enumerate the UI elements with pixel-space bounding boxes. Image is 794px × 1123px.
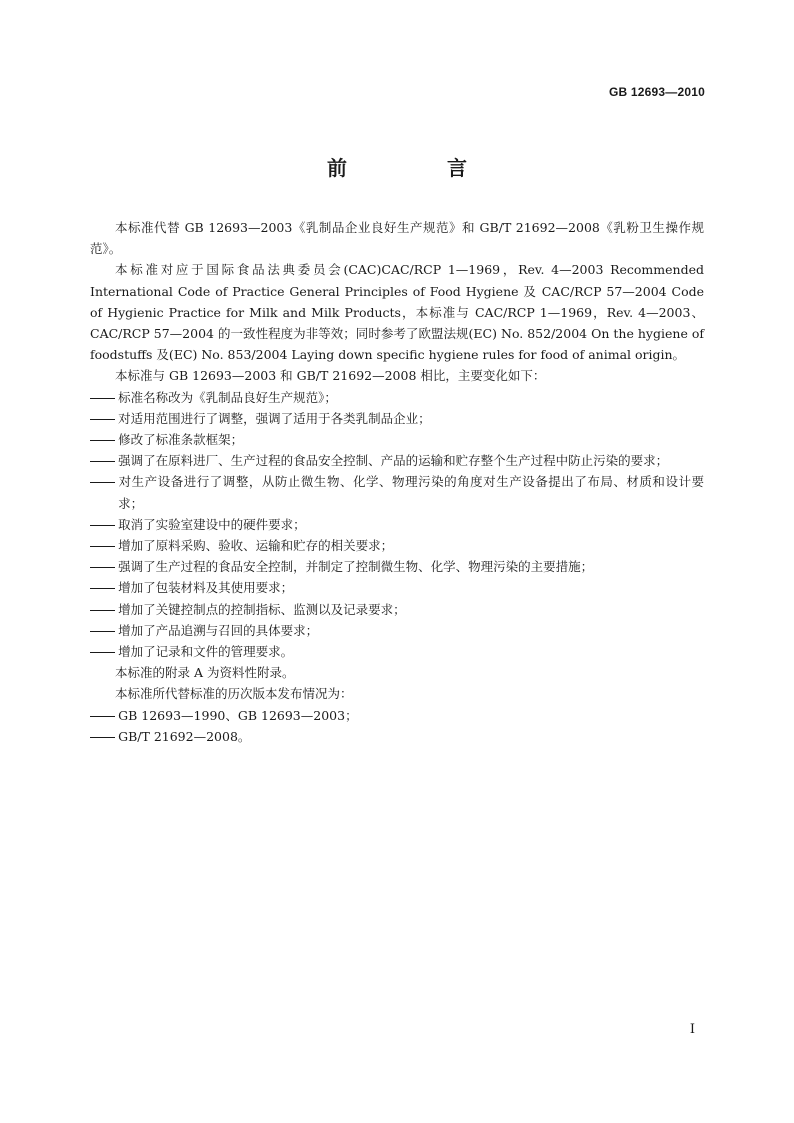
changes-list [90,387,704,663]
list-item: 标准名称改为《乳制品良好生产规范》； [90,387,704,408]
list-item: 强调了在原料进厂、生产过程的食品安全控制、产品的运输和贮存整个生产过程中防止污染的要求； [90,450,704,471]
list-item: 增加了原料采购、验收、运输和贮存的相关要求； [90,535,704,556]
list-item: 取消了实验室建设中的硬件要求； [90,514,704,535]
list-item: 增加了产品追溯与召回的具体要求； [90,620,704,641]
paragraph-correspondence: 本标准对应于国际食品法典委员会(CAC)CAC/RCP 1—1969，Rev. 4—2003 Recommended International Code of Practice General Principles of Food Hygiene 及 CAC/RCP 57—2004 Code of Hygienic Practice for Milk and Milk Products，本标准与 CAC/RCP 1—1969，Rev. 4—2003、CAC/RCP 57—2004 的一致性程度为非等效；同时参考了欧盟法规(EC) No. 852/2004 On the hygiene of foodstuffs 及(EC) No. 853/2004 Laying down specific hygiene rules for food of animal origin。 [90,262,704,363]
appendix-note: 本标准的附录 A 为资料性附录。 [115,665,295,681]
standard-number: GB 12693—2010 [609,85,705,99]
list-item: GB 12693—1990、GB 12693—2003； [90,705,704,726]
list-item: 增加了包装材料及其使用要求； [90,577,704,598]
page-number: I [689,1022,695,1037]
history-list [90,705,704,747]
document-body [90,217,704,747]
list-item: 对生产设备进行了调整，从防止微生物、化学、物理污染的角度对生产设备提出了布局、材质和设计要求； [90,471,704,513]
history-intro: 本标准所代替标准的历次版本发布情况为： [115,686,353,702]
paragraph-replacement: 本标准代替 GB 12693—2003《乳制品企业良好生产规范》和 GB/T 21692—2008《乳粉卫生操作规范》。 [90,220,704,257]
list-item: 强调了生产过程的食品安全控制，并制定了控制微生物、化学、物理污染的主要措施； [90,556,704,577]
paragraph-changes-intro: 本标准与 GB 12693—2003 和 GB/T 21692—2008 相比，主要变化如下： [115,368,546,384]
list-item: 对适用范围进行了调整，强调了适用于各类乳制品企业； [90,408,704,429]
list-item: 增加了关键控制点的控制指标、监测以及记录要求； [90,599,704,620]
list-item: 增加了记录和文件的管理要求。 [90,641,704,662]
list-item: GB/T 21692—2008。 [90,726,704,747]
page-title: 前 言 [327,156,507,180]
list-item: 修改了标准条款框架； [90,429,704,450]
